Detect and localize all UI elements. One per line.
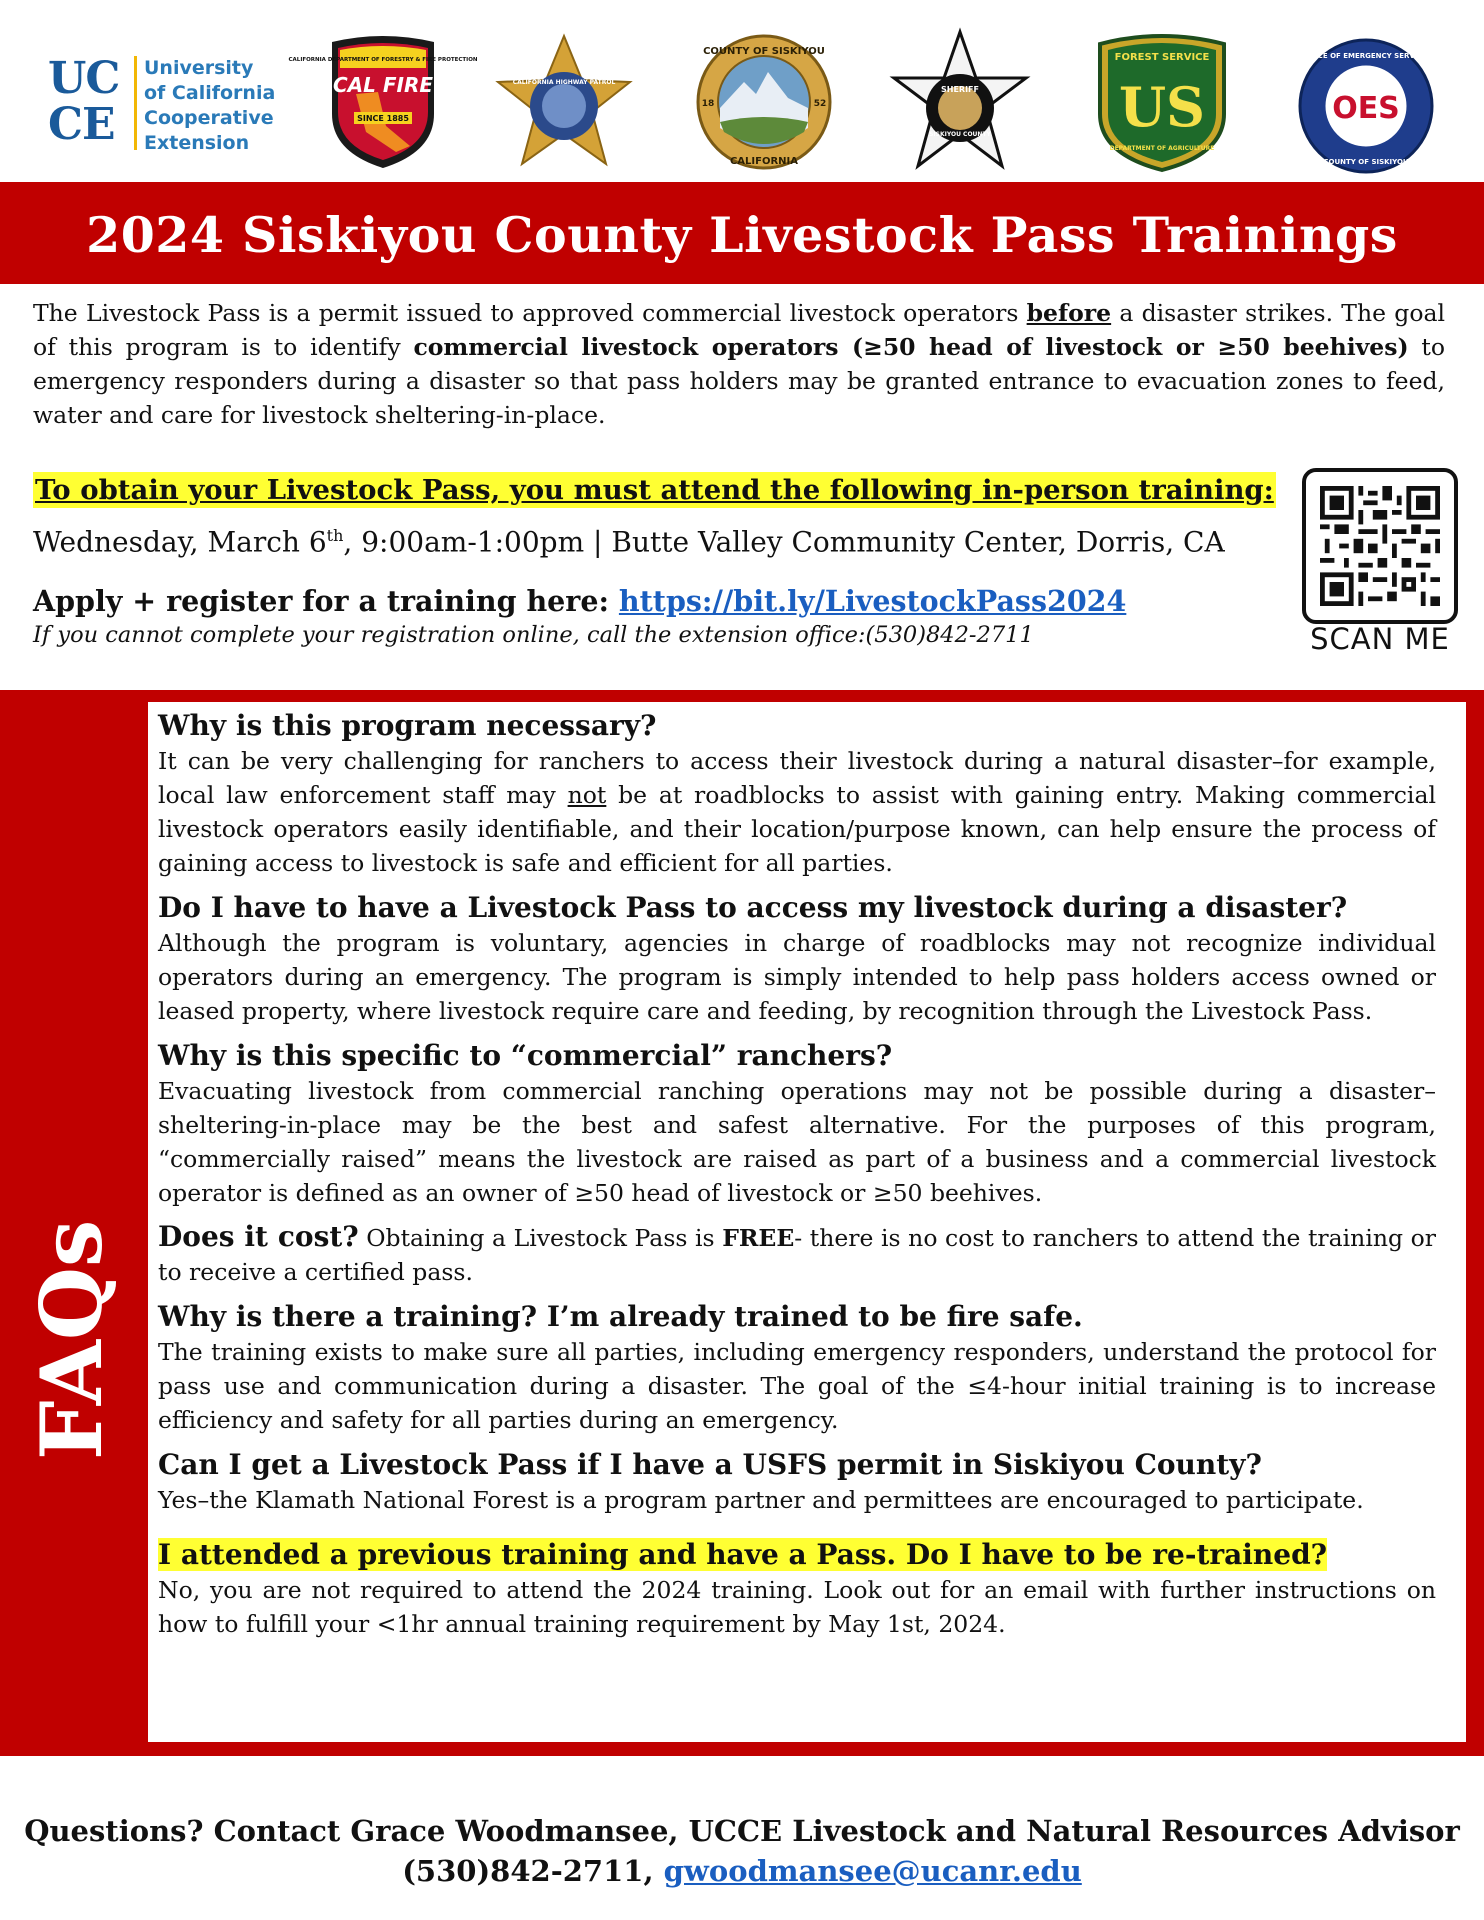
calfire-logo bbox=[288, 34, 478, 172]
faq-label bbox=[22, 1360, 122, 1460]
faq-question-1: Why is this program necessary? bbox=[158, 709, 657, 742]
oes-bottom-text: COUNTY OF SISKIYOU bbox=[1323, 158, 1409, 166]
apply-label: Apply + register for a training here: bbox=[33, 584, 619, 618]
registration-note: If you cannot complete your registration online, call the extension office:(530)842-2711 bbox=[33, 622, 1034, 648]
training-date bbox=[33, 518, 1225, 560]
ucce-line-2: of California bbox=[144, 82, 276, 104]
faq-question-4: Does it cost? bbox=[158, 1220, 359, 1253]
faq-answer-1a: It can be very challenging for ranchers to access their livestock during a natural disaster–for example, local law enforcement staff may bbox=[158, 747, 1436, 809]
calfire-main-text: CAL FIRE bbox=[332, 73, 434, 97]
page-title: 2024 Siskiyou County Livestock Pass Trainings bbox=[86, 206, 1398, 264]
footer-email-link[interactable]: gwoodmansee@ucanr.edu bbox=[663, 1854, 1082, 1888]
faq-question-2: Do I have to have a Livestock Pass to access my livestock during a disaster? bbox=[158, 891, 1348, 924]
faq-question-7: I attended a previous training and have a Pass. Do I have to be re-trained? bbox=[158, 1538, 1328, 1571]
oes-main-text: OES bbox=[1332, 91, 1400, 126]
forest-service-logo bbox=[1096, 30, 1228, 174]
training-date-a: Wednesday, March 6 bbox=[33, 525, 327, 559]
ucce-letters bbox=[48, 53, 140, 150]
faq-answer-1-not: not bbox=[567, 781, 607, 809]
faq-answer-7: No, you are not required to attend the 2024 training. Look out for an email with further instructions on how to fulfill your <1hr annual training requirement by May 1st, 2024. bbox=[158, 1576, 1436, 1638]
ucce-letters-top: UC bbox=[48, 53, 120, 104]
sheriff-logo bbox=[886, 30, 1034, 174]
faq-answer-5: The training exists to make sure all parties, including emergency responders, understand the protocol for pass use and communication during a disaster. The goal of the ≤4-hour initial training is to increase efficiency and safety for all parties during an emergency. bbox=[158, 1338, 1436, 1434]
faq-answer-3: Evacuating livestock from commercial ranching operations may not be possible during a disaster–sheltering-in-place may be the best and safest alternative. For the purposes of this program, “commercially raised” means the livestock are raised as part of a business and a commercial livestock operator is defined as an owner of ≥50 head of livestock or ≥50 beehives. bbox=[158, 1077, 1436, 1207]
footer-phone: (530)842-2711, bbox=[402, 1854, 664, 1888]
ucce-letters-bottom: CE bbox=[48, 99, 115, 150]
county-seal-logo bbox=[694, 32, 834, 172]
forest-service-main-text: US bbox=[1118, 75, 1206, 139]
logo-row bbox=[0, 0, 1484, 182]
intro-text-3: to emergency responders during a disaster so that pass holders may be granted entrance to evacuation zones to feed, water and care for livestock sheltering-in-place. bbox=[33, 333, 1445, 429]
faq-question-5: Why is there a training? I’m already trained to be fire safe. bbox=[158, 1300, 1083, 1333]
faq-answer-1 bbox=[158, 744, 1436, 880]
obtain-heading: To obtain your Livestock Pass, you must attend the following in-person training: bbox=[35, 474, 1274, 506]
faq-answer-4b: - there is no cost to ranchers to attend the training or to receive a certified pass. bbox=[158, 1224, 1436, 1286]
apply-line bbox=[33, 582, 1126, 620]
faq-question-6: Can I get a Livestock Pass if I have a USFS permit in Siskiyou County? bbox=[158, 1448, 1262, 1481]
training-date-sup: th bbox=[326, 526, 344, 545]
sheriff-top-text: SHERIFF bbox=[941, 85, 979, 94]
chp-ring-text: CALIFORNIA HIGHWAY PATROL bbox=[512, 79, 616, 86]
scan-me-label: SCAN ME bbox=[1310, 622, 1450, 656]
faq-answer-4a: Obtaining a Livestock Pass is bbox=[358, 1224, 723, 1252]
faq-item-4 bbox=[158, 1220, 1436, 1289]
training-date-b: , 9:00am-1:00pm | Butte Valley Community Center, Dorris, CA bbox=[343, 525, 1225, 559]
faq-answer-2: Although the program is voluntary, agencies in charge of roadblocks may not recognize individual operators during an emergency. The program is simply intended to help pass holders access owned or leased property, where livestock require care and feeding, by recognition through the Livestock Pass. bbox=[158, 929, 1436, 1025]
faq-answer-6: Yes–the Klamath National Forest is a program partner and permittees are encouraged to participate. bbox=[158, 1486, 1364, 1514]
qr-code-icon bbox=[1320, 486, 1440, 606]
sheriff-bottom-text: SISKIYOU COUNTY bbox=[929, 131, 991, 138]
ucce-logo bbox=[48, 53, 288, 156]
qr-code[interactable] bbox=[1302, 468, 1458, 624]
oes-top-text: OFFICE OF EMERGENCY SERVICES bbox=[1299, 52, 1433, 60]
calfire-top-text: CALIFORNIA DEPARTMENT OF FORESTRY & FIRE PROTECTION bbox=[288, 57, 478, 63]
county-seal-bottom-text: CALIFORNIA bbox=[729, 156, 799, 167]
forest-service-top-text: FOREST SERVICE bbox=[1114, 52, 1210, 63]
forest-service-bottom-text: DEPARTMENT OF AGRICULTURE bbox=[1109, 145, 1215, 152]
footer-contact: Questions? Contact Grace Woodmansee, UCCE Livestock and Natural Resources Advisor bbox=[24, 1814, 1460, 1848]
intro-text-2: a disaster strikes. The goal of this program is to identify bbox=[33, 299, 1445, 361]
faq-list bbox=[158, 708, 1436, 1651]
intro-before: before bbox=[1026, 299, 1112, 327]
intro-bold: commercial livestock operators (≥50 head of livestock or ≥50 beehives) bbox=[413, 333, 1409, 361]
chp-number: 145 bbox=[555, 143, 573, 152]
faq-answer-4-free: FREE bbox=[722, 1224, 795, 1252]
chp-city: Yreka bbox=[551, 153, 577, 162]
county-seal-left-text: 18 bbox=[701, 99, 715, 109]
apply-link[interactable]: https://bit.ly/LivestockPass2024 bbox=[618, 584, 1127, 618]
oes-logo bbox=[1296, 36, 1436, 176]
intro-paragraph bbox=[33, 296, 1445, 432]
ucce-divider bbox=[134, 56, 137, 150]
chp-logo bbox=[490, 34, 638, 174]
footer-phone-email bbox=[0, 1852, 1484, 1890]
county-seal-right-text: 52 bbox=[813, 99, 827, 109]
county-seal-top-text: COUNTY OF SISKIYOU bbox=[703, 46, 825, 57]
ucce-line-4: Extension bbox=[144, 132, 250, 154]
faq-question-3: Why is this specific to “commercial” ranchers? bbox=[158, 1039, 893, 1072]
faq-answer-1b: be at roadblocks to assist with gaining entry. Making commercial livestock operators easily identifiable, and their location/purpose known, can help ensure the process of gaining access to livestock is safe and efficient for all parties. bbox=[158, 781, 1436, 877]
ucce-line-1: University bbox=[144, 57, 254, 79]
ucce-wordmark bbox=[144, 56, 275, 156]
intro-text-1: The Livestock Pass is a permit issued to approved commercial livestock operators bbox=[33, 299, 1027, 327]
ucce-line-3: Cooperative bbox=[144, 107, 274, 129]
calfire-since-text: SINCE 1885 bbox=[357, 114, 409, 123]
